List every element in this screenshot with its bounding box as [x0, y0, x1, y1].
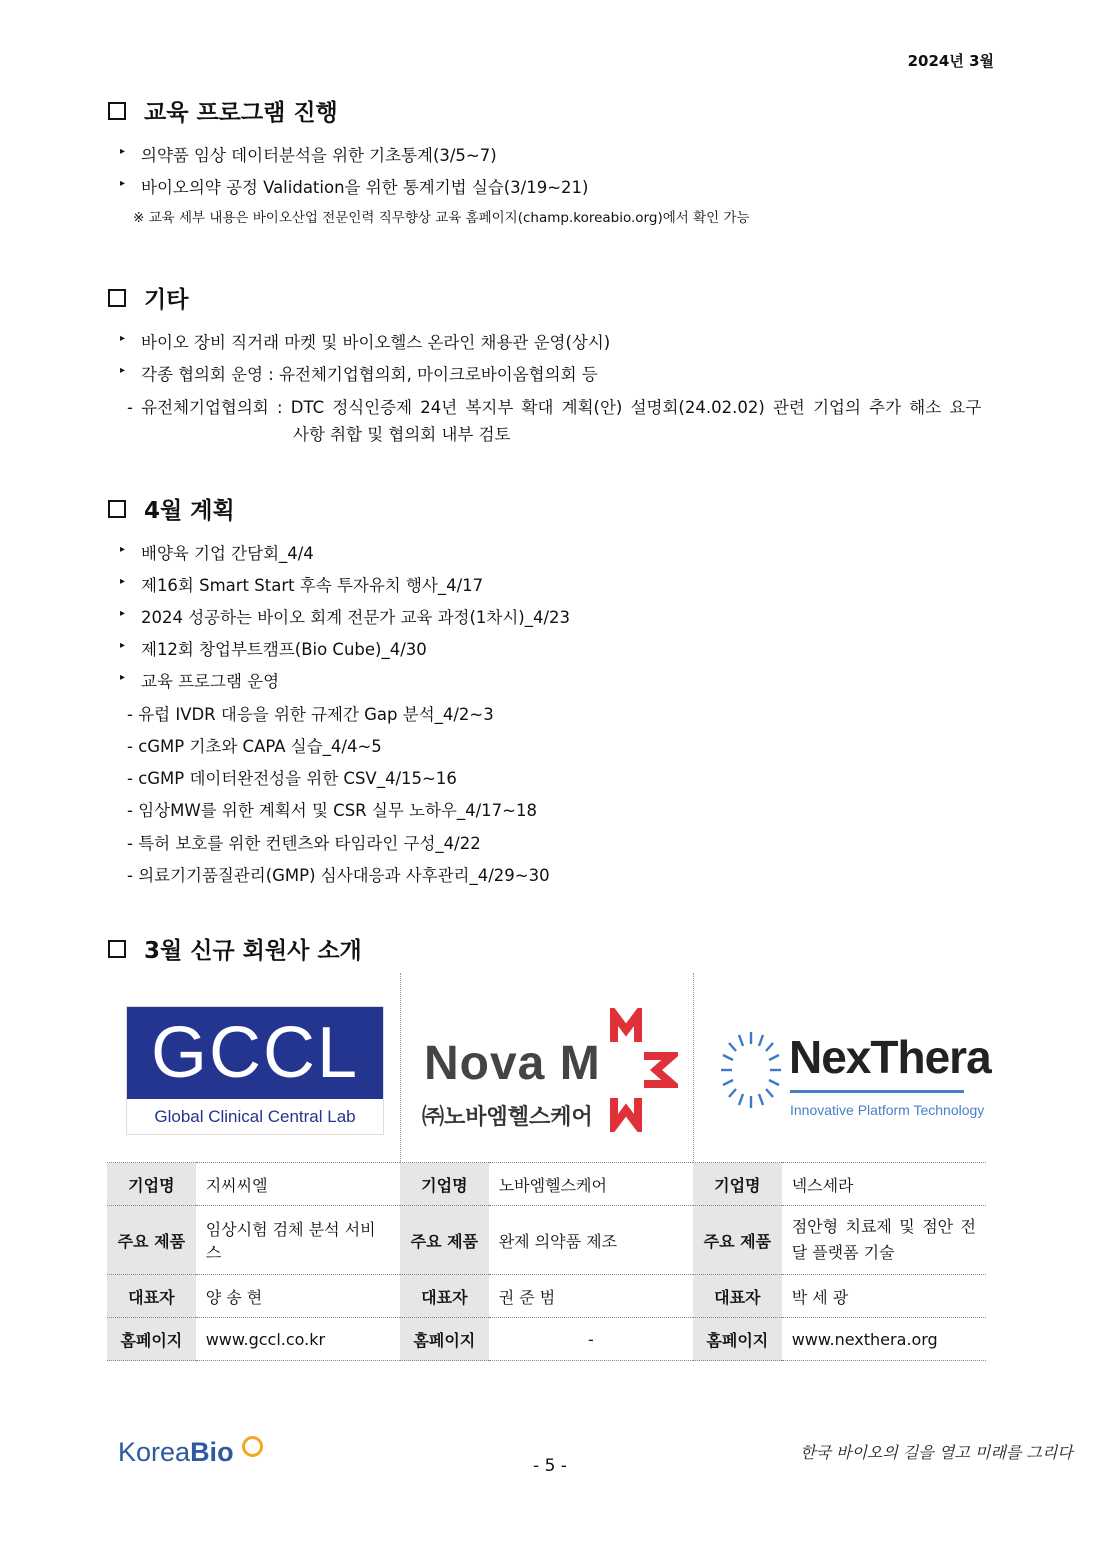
koreabio-logo-bio: Bio — [190, 1437, 234, 1467]
nexthera-ring-icon — [716, 1020, 786, 1120]
section-title-text: 교육 프로그램 진행 — [144, 100, 338, 126]
nexthera-underline — [790, 1090, 964, 1093]
company-name: 지씨씨엘 — [196, 1163, 400, 1206]
homepage-link[interactable]: www.nexthera.org — [782, 1318, 986, 1361]
list-item-text: 바이오의약 공정 Validation을 위한 통계기법 실습(3/19~21) — [141, 178, 589, 197]
triangle-bullet-icon: ▸ — [120, 365, 126, 376]
nova-m-mark-icon — [606, 1008, 678, 1132]
list-item-text: 배양육 기업 간담회_4/4 — [141, 544, 314, 563]
table-label: 주요 제품 — [693, 1206, 782, 1275]
list-item-text: 제12회 창업부트캠프(Bio Cube)_4/30 — [141, 640, 427, 659]
divider — [400, 973, 401, 1161]
triangle-bullet-icon: ▸ — [120, 608, 126, 619]
homepage-value: - — [489, 1318, 693, 1361]
triangle-bullet-icon: ▸ — [120, 576, 126, 587]
section-title-text: 기타 — [144, 287, 189, 313]
page-number: - 5 - — [533, 1456, 567, 1476]
list-item-text: 2024 성공하는 바이오 회계 전문가 교육 과정(1차시)_4/23 — [141, 608, 571, 627]
ceo-name: 양 송 현 — [196, 1275, 400, 1318]
table-label: 기업명 — [693, 1163, 782, 1206]
checkbox-icon — [108, 940, 126, 958]
table-row — [107, 1275, 986, 1318]
list-item-text: 각종 협의회 운영 : 유전체기업협의회, 마이크로바이옴협의회 등 — [141, 365, 598, 384]
table-label: 대표자 — [693, 1275, 782, 1318]
list-item-text: 바이오 장비 직거래 마켓 및 바이오헬스 온라인 채용관 운영(상시) — [141, 333, 611, 352]
table-label: 주요 제품 — [400, 1206, 489, 1275]
main-product: 임상시험 검체 분석 서비스 — [196, 1206, 400, 1275]
table-label: 홈페이지 — [400, 1318, 489, 1361]
section-title-education — [108, 94, 338, 127]
triangle-bullet-icon: ▸ — [120, 672, 126, 683]
sub-item-line: - 특허 보호를 위한 컨텐츠와 타임라인 구성_4/22 — [127, 834, 481, 853]
table-label: 대표자 — [107, 1275, 196, 1318]
nova-logo-word: Nova M — [424, 1037, 601, 1090]
koreabio-dot-icon — [242, 1436, 263, 1457]
nexthera-logo-word: NexThera — [789, 1031, 991, 1083]
main-product: 완제 의약품 제조 — [489, 1206, 693, 1275]
checkbox-icon — [108, 289, 126, 307]
ceo-name: 권 준 범 — [489, 1275, 693, 1318]
document-date: 2024년 3월 — [907, 52, 994, 70]
nexthera-logo-sub: Innovative Platform Technology — [790, 1102, 985, 1118]
section-title-text: 4월 계획 — [144, 498, 235, 524]
checkbox-icon — [108, 500, 126, 518]
nova-logo-korean: ㈜노바엠헬스케어 — [422, 1105, 593, 1130]
main-product: 점안형 치료제 및 점안 전달 플랫폼 기술 — [782, 1206, 986, 1275]
list-item-text: 교육 프로그램 운영 — [141, 672, 280, 691]
ceo-name: 박 세 광 — [782, 1275, 986, 1318]
table-label: 홈페이지 — [107, 1318, 196, 1361]
sub-item-line: - 유전체기업협의회 : DTC 정식인증제 24년 복지부 확대 계획(안) 설명회(24.02.02) 관련 기업의 추가 해소 요구 — [127, 398, 982, 417]
table-label: 기업명 — [400, 1163, 489, 1206]
new-members-table — [107, 1162, 986, 1361]
divider — [693, 973, 694, 1161]
triangle-bullet-icon: ▸ — [120, 544, 126, 555]
section-title-april-plan — [108, 492, 235, 525]
section-title-text: 3월 신규 회원사 소개 — [144, 938, 362, 964]
gccl-logo-main: GCCL — [127, 1007, 383, 1099]
triangle-bullet-icon: ▸ — [120, 640, 126, 651]
triangle-bullet-icon: ▸ — [120, 333, 126, 344]
slogan-signature: 한국 바이오의 길을 열고 미래를 그리다 — [800, 1443, 1073, 1462]
table-row — [107, 1206, 986, 1275]
sub-item-line: - 유럽 IVDR 대응을 위한 규제간 Gap 분석_4/2~3 — [127, 705, 494, 724]
gccl-logo-sub: Global Clinical Central Lab — [154, 1107, 356, 1126]
table-label: 주요 제품 — [107, 1206, 196, 1275]
list-item-text: 제16회 Smart Start 후속 투자유치 행사_4/17 — [141, 576, 484, 595]
checkbox-icon — [108, 102, 126, 120]
koreabio-logo-korea: Korea — [118, 1437, 191, 1467]
list-item-text: 의약품 임상 데이터분석을 위한 기초통계(3/5~7) — [141, 146, 497, 165]
gccl-logo — [126, 1006, 384, 1135]
table-label: 대표자 — [400, 1275, 489, 1318]
company-name: 노바엠헬스케어 — [489, 1163, 693, 1206]
sub-item-line: - cGMP 데이터완전성을 위한 CSV_4/15~16 — [127, 769, 457, 788]
company-name: 넥스세라 — [782, 1163, 986, 1206]
section-title-new-members — [108, 932, 362, 965]
table-row — [107, 1163, 986, 1206]
note-text: ※ 교육 세부 내용은 바이오산업 전문인력 직무향상 교육 홈페이지(champ.koreabio.org)에서 확인 가능 — [133, 210, 750, 226]
section-title-etc — [108, 281, 188, 314]
sub-item-line: 사항 취합 및 협의회 내부 검토 — [293, 425, 511, 444]
triangle-bullet-icon: ▸ — [120, 178, 126, 189]
sub-item-line: - cGMP 기초와 CAPA 실습_4/4~5 — [127, 737, 382, 756]
sub-item-line: - 의료기기품질관리(GMP) 심사대응과 사후관리_4/29~30 — [127, 866, 550, 885]
sub-item-line: - 임상MW를 위한 계획서 및 CSR 실무 노하우_4/17~18 — [127, 801, 537, 820]
table-label: 기업명 — [107, 1163, 196, 1206]
triangle-bullet-icon: ▸ — [120, 146, 126, 157]
table-label: 홈페이지 — [693, 1318, 782, 1361]
table-row — [107, 1318, 986, 1361]
homepage-link[interactable]: www.gccl.co.kr — [196, 1318, 400, 1361]
